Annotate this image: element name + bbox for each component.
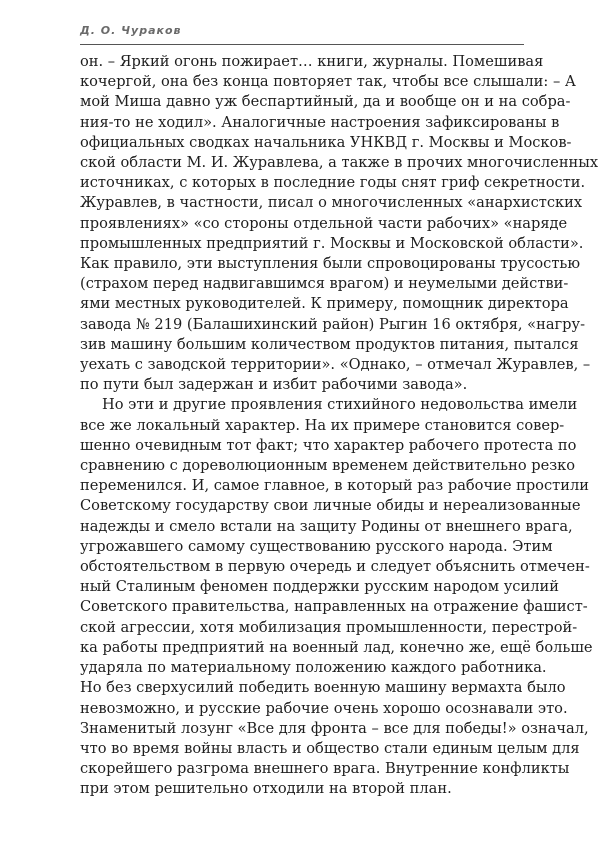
text-line: (страхом перед надвигавшимся врагом) и неумелыми действи-	[80, 275, 569, 293]
text-line: официальных сводках начальника УНКВД г. Москвы и Москов-	[80, 133, 572, 151]
text-line: надежды и смело встали на защиту Родины от внешнего врага,	[80, 517, 573, 535]
text-line: уехать с заводской территории». «Однако, – отмечал Журавлев, –	[80, 356, 591, 374]
text-line: ка работы предприятий на военный лад, конечно же, ещё больше	[80, 638, 593, 656]
text-line: все же локальный характер. На их примере становится совер-	[80, 416, 565, 434]
text-line: угрожавшего самому существованию русского народа. Этим	[80, 537, 553, 555]
text-line: Но эти и другие проявления стихийного недовольства имели	[102, 396, 578, 414]
text-line: Знаменитый лозунг «Все для фронта – все для победы!» означал,	[80, 719, 589, 737]
text-line: Советскому государству свои личные обиды и нереализованные	[80, 497, 581, 515]
text-line: зив машину большим количеством продуктов питания, пытался	[80, 335, 579, 353]
text-line: Но без сверхусилий победить военную машину вермахта было	[80, 679, 566, 697]
text-line: Советского правительства, направленных на отражение фашист-	[80, 598, 588, 616]
text-line: по пути был задержан и избит рабочими завода».	[80, 376, 468, 394]
text-line: ской агрессии, хотя мобилизация промышленности, перестрой-	[80, 618, 578, 636]
text-line: ской области М. И. Журавлева, а также в прочих многочисленных	[80, 154, 599, 172]
text-line: обстоятельством в первую очередь и следует объяснить отмечен-	[80, 558, 590, 576]
text-line: сравнению с дореволюционным временем действительно резко	[80, 457, 576, 475]
text-line: Журавлев, в частности, писал о многочисленных «анархистских	[80, 194, 583, 212]
text-line: скорейшего разгрома внешнего врага. Внутренние конфликты	[80, 760, 570, 778]
text-line: что во время войны власть и общество стали единым целым для	[80, 739, 580, 757]
text-line: ударяла по материальному положению каждого работника.	[80, 659, 547, 677]
text-line: кочергой, она без конца повторяет так, чтобы все слышали: – А	[80, 73, 576, 91]
text-line: проявлениях» «со стороны отдельной части рабочих» «наряде	[80, 214, 568, 232]
text-line: Как правило, эти выступления были спровоцированы трусостью	[80, 255, 581, 273]
text-line: невозможно, и русские рабочие очень хорошо осознавали это.	[80, 699, 568, 717]
text-line: переменился. И, самое главное, в который раз рабочие простили	[80, 477, 589, 495]
text-line: мой Миша давно уж беспартийный, да и вообще он и на собра-	[80, 93, 571, 111]
text-line: шенно очевидным тот факт; что характер рабочего протеста по	[80, 436, 577, 454]
text-line: при этом решительно отходили на второй план.	[80, 780, 452, 798]
body-text	[80, 52, 599, 800]
text-line: ный Сталиным феномен поддержки русским народом усилий	[80, 578, 559, 596]
paragraph	[80, 395, 593, 799]
paragraph	[80, 52, 599, 395]
text-line: источниках, с которых в последние годы снят гриф секретности.	[80, 174, 586, 192]
text-line: завода № 219 (Балашихинский район) Рыгин 16 октября, «нагру-	[80, 315, 586, 333]
text-line: он. – Яркий огонь пожирает… книги, журналы. Помешивая	[80, 53, 544, 70]
running-head-author: Д. О. Чураков	[80, 24, 182, 37]
text-line: ями местных руководителей. К примеру, помощник директора	[80, 295, 569, 313]
text-line: ния-то не ходил». Аналогичные настроения зафиксированы в	[80, 113, 560, 131]
text-line: промышленных предприятий г. Москвы и Московской области».	[80, 234, 584, 252]
header-rule	[80, 44, 524, 45]
